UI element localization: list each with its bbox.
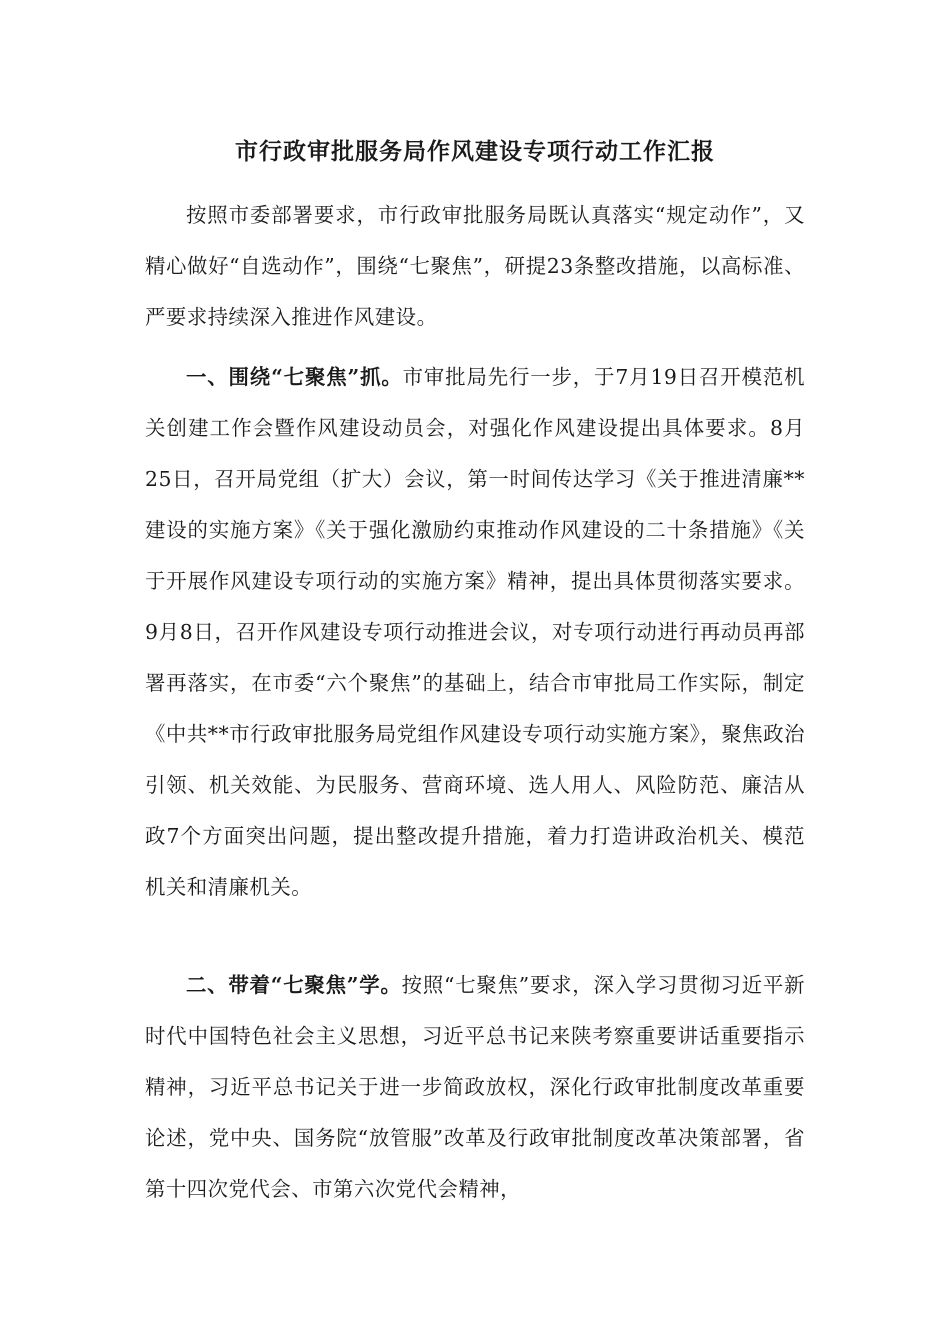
section-2-paragraph: [145, 960, 805, 1215]
intro-paragraph: 按照市委部署要求，市行政审批服务局既认真落实“规定动作”，又精心做好“自选动作”，围绕“七聚焦”，研提23条整改措施，以高标准、严要求持续深入推进作风建设。: [145, 203, 805, 329]
section-1-paragraph: [145, 352, 805, 913]
section-1-body: 市审批局先行一步，于7月19日召开模范机关创建工作会暨作风建设动员会，对强化作风建设提出具体要求。8月25日，召开局党组（扩大）会议，第一时间传达学习《关于推进清廉**建设的实施方案》《关于强化激励约束推动作风建设的二十条措施》《关于开展作风建设专项行动的实施方案》精神，提出具体贯彻落实要求。9月8日，召开作风建设专项行动推进会议，对专项行动进行再动员再部署再落实，在市委“六个聚焦”的基础上，结合市审批局工作实际，制定《中共**市行政审批服务局党组作风建设专项行动实施方案》，聚焦政治引领、机关效能、为民服务、营商环境、选人用人、风险防范、廉洁从政7个方面突出问题，提出整改提升措施，着力打造讲政治机关、模范机关和清廉机关。: [145, 365, 805, 899]
section-1-heading: 一、围绕“七聚焦”抓。: [186, 365, 403, 389]
section-2-heading: 二、带着“七聚焦”学。: [186, 973, 402, 997]
document-title: 市行政审批服务局作风建设专项行动工作汇报: [235, 138, 715, 165]
section-2-body: 按照“七聚焦”要求，深入学习贯彻习近平新时代中国特色社会主义思想，习近平总书记来陕考察重要讲话重要指示精神，习近平总书记关于进一步简政放权，深化行政审批制度改革重要论述，党中央、国务院“放管服”改革及行政审批制度改革决策部署，省第十四次党代会、市第六次党代会精神，: [145, 973, 805, 1201]
